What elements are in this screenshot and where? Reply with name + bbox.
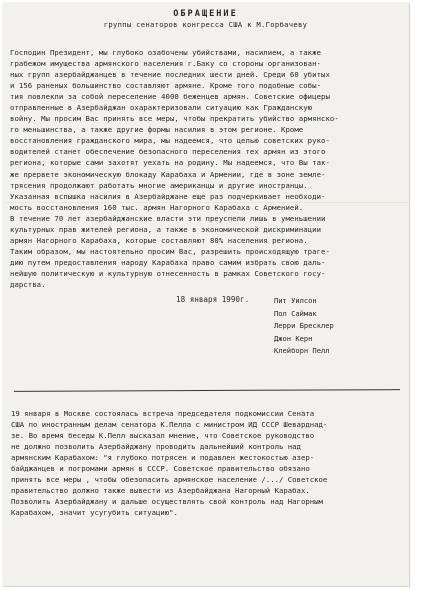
body-line: грабежом имущества армянского населения г.Баку со стороны организован- <box>10 59 322 69</box>
note-line: Карабахом, значит усугубить ситуацию". <box>11 508 178 518</box>
document-page <box>2 2 409 586</box>
document-subtitle: группы сенаторов конгресса США к М.Горбачеву <box>103 20 308 29</box>
body-line: войну. Мы просим Вас принять все меры, чтобы прекратить убийство армянско- <box>10 114 339 124</box>
body-line: ных групп азербайджанцев в течение последних шести дней. Среди 60 убитых <box>10 70 330 80</box>
body-line: В течение 70 лет азербайджанские власти эти преуспели лишь в уменьшении <box>10 213 326 223</box>
body-line: Господин Президент, мы глубоко озабочены убийствами, насилием, а также <box>10 48 322 57</box>
note-line: не должно позволить Азербайджану проводить дальнейший контроль над <box>11 442 301 452</box>
note-line: зе. Во время беседы К.Пелл высказал мнение, что Советское руководство <box>11 431 315 441</box>
body-line: го меньшинства, а также другие формы насилия в этом регионе. Кроме <box>10 125 304 135</box>
body-line: Таким образом, мы настоятельно просим Вас, разрешить происходящую траге- <box>10 246 330 256</box>
signer-name: Джон Керн <box>274 333 313 343</box>
note-line: армянским Карабахом: "я глубоко потрясен и подавлен жестокостью азер- <box>11 453 315 463</box>
note-line: правительство должно также вывести из Азербайджана Нагорный Карабах. <box>11 486 310 496</box>
body-line: культурных прав жителей региона, а также в экономической дискриминации <box>10 224 322 234</box>
appeal-body <box>10 47 408 290</box>
signers-list <box>274 295 334 358</box>
signer-name: Лерри Бресклер <box>274 321 334 331</box>
body-line: нейшую политическую и культурную отнесенность в рамках Советского госу- <box>10 268 326 278</box>
body-line: Указанная вспышка насилия в Азербайджане еще раз подчеркивает необходи- <box>10 191 326 201</box>
note-line: Позволить Азербайджану и дальше осуществлять свой контроль над Нагорным <box>11 497 323 507</box>
body-line: трясения продолжают работать многие американцы и другие иностранцы. <box>10 180 308 190</box>
body-line: мость восстановления 160 тыс. армян Нагорного Карабаха с Арменией. <box>10 202 304 212</box>
note-line: США по иностранным делам сенатора К.Пелла с министром ИД СССР Шеварднад- <box>11 420 328 430</box>
appeal-date: 18 января 1990г. <box>176 295 250 304</box>
note-line: принять все меры , чтобы обезопасить армянское население /.../ Советское <box>11 475 328 485</box>
body-line: региона, которые сами захотят уехать на родину. Мы надеемся, что Вы так- <box>10 158 330 168</box>
signer-name: Клейборн Пелл <box>274 346 330 356</box>
body-line: и 156 раненых большинство составляют армяне. Кроме того подобные собы- <box>10 81 322 91</box>
body-line: армян Нагорного Карабаха, которые составляют 80% населения региона. <box>10 235 308 245</box>
body-line: дарства. <box>10 279 46 289</box>
meeting-note <box>11 408 409 518</box>
document-title: ОБРАЩЕНИЕ <box>173 9 238 19</box>
body-line: же прервете экономическую блокаду Карабаха и Армении, где в зоне земле- <box>10 169 326 179</box>
signer-name: Пол Саймак <box>274 308 317 318</box>
note-line: 19 января в Москве состоялась встреча председателя подкомиссии Сената <box>11 409 315 418</box>
body-line: водителей станет обеспечение безопасного переселения тех армян из этого <box>10 147 326 157</box>
body-line: дию путем предоставления народу Карабаха право самим избрать свою даль- <box>10 257 326 267</box>
signer-name: Пит Уилсон <box>274 296 317 305</box>
body-line: отправленные в Азербайджан охарактеризовали ситуацию как Гражданскую <box>10 103 313 113</box>
body-line: восстановления гражданского мира, мы надеемся, что целью советских руко- <box>10 136 330 146</box>
note-line: байджанцев и погромами армян в СССР. Советское правительство обязано <box>11 464 310 474</box>
body-line: тия повлекли за собой переселение 4000 беженцев армян. Советские офицеры <box>10 92 330 102</box>
page-margin <box>408 0 429 590</box>
separator-line <box>14 389 400 392</box>
